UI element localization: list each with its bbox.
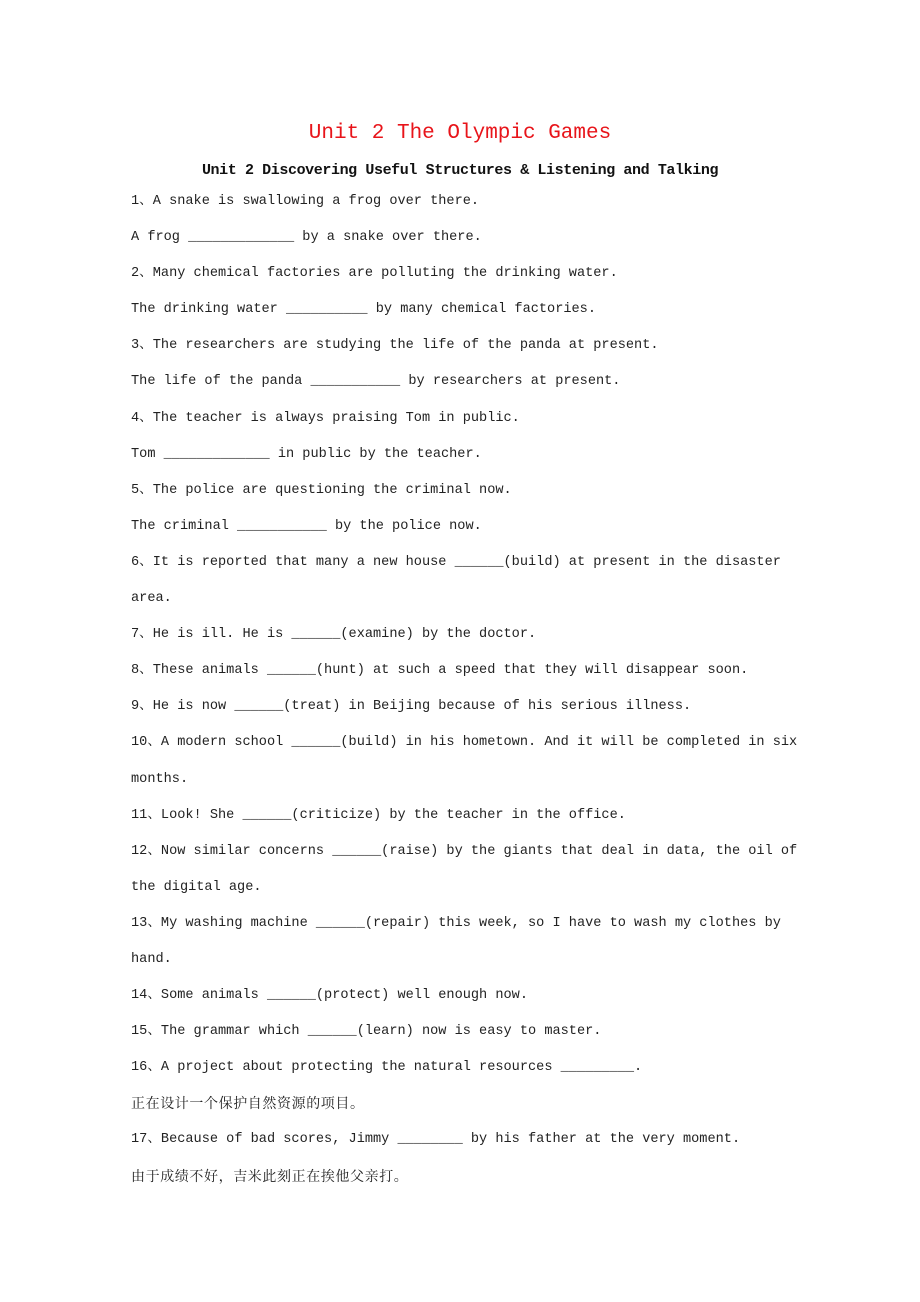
- exercise-line: The life of the panda ___________ by researchers at present.: [131, 374, 621, 390]
- exercise-line: The drinking water __________ by many chemical factories.: [131, 302, 596, 318]
- exercise-line: 6、It is reported that many a new house ______(build) at present in the disaster: [131, 554, 781, 570]
- exercise-line: months.: [131, 771, 189, 787]
- exercise-line: 13、My washing machine ______(repair) this week, so I have to wash my clothes by: [131, 915, 781, 931]
- exercise-line: 3、The researchers are studying the life of the panda at present.: [131, 338, 659, 354]
- exercise-line: 10、A modern school ______(build) in his hometown. And it will be completed in six: [131, 735, 798, 751]
- exercise-body: [131, 190, 831, 1201]
- document-title: Unit 2 The Olympic Games: [308, 122, 612, 145]
- exercise-line: 11、Look! She ______(criticize) by the teacher in the office.: [131, 807, 626, 823]
- exercise-line: 7、He is ill. He is ______(examine) by the doctor.: [131, 627, 537, 643]
- exercise-line: 12、Now similar concerns ______(raise) by the giants that deal in data, the oil of: [131, 843, 798, 859]
- exercise-line: 2、Many chemical factories are polluting the drinking water.: [131, 266, 618, 282]
- exercise-line: 正在设计一个保护自然资源的项目。: [131, 1096, 365, 1113]
- exercise-line: area.: [131, 591, 172, 607]
- document-subtitle: Unit 2 Discovering Useful Structures & Listening and Talking: [201, 162, 719, 179]
- exercise-line: 16、A project about protecting the natural resources _________.: [131, 1060, 643, 1076]
- exercise-line: The criminal ___________ by the police now.: [131, 518, 482, 534]
- exercise-line: A frog _____________ by a snake over there.: [131, 230, 482, 246]
- exercise-line: 4、The teacher is always praising Tom in public.: [131, 410, 520, 426]
- exercise-line: the digital age.: [131, 879, 262, 895]
- exercise-line: 15、The grammar which ______(learn) now is easy to master.: [131, 1024, 602, 1040]
- exercise-line: 8、These animals ______(hunt) at such a speed that they will disappear soon.: [131, 663, 749, 679]
- exercise-line: 9、He is now ______(treat) in Beijing because of his serious illness.: [131, 699, 692, 715]
- exercise-line: 5、The police are questioning the criminal now.: [131, 482, 512, 498]
- exercise-line: 14、Some animals ______(protect) well enough now.: [131, 988, 528, 1004]
- exercise-line: 由于成绩不好，吉米此刻正在挨他父亲打。: [131, 1168, 409, 1185]
- exercise-line: 1、A snake is swallowing a frog over there.: [131, 194, 480, 209]
- exercise-line: Tom _____________ in public by the teacher.: [131, 446, 482, 462]
- exercise-line: hand.: [131, 951, 172, 967]
- exercise-line: 17、Because of bad scores, Jimmy ________ by his father at the very moment.: [131, 1132, 741, 1148]
